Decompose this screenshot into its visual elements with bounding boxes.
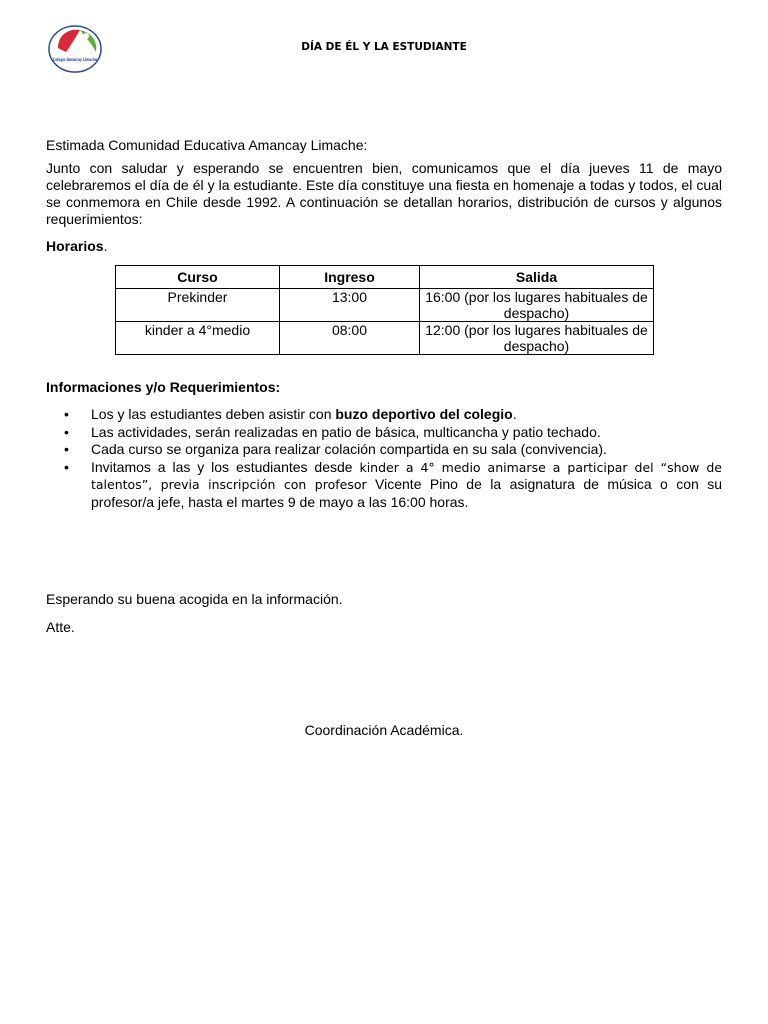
bullet-icon: • bbox=[64, 423, 69, 440]
requirement-text: Las actividades, serán realizadas en patio de básica, multicancha y patio techado. bbox=[91, 423, 601, 440]
greeting: Estimada Comunidad Educativa Amancay Limache: bbox=[46, 137, 368, 153]
bullet-icon: • bbox=[64, 458, 69, 475]
requirement-text: Los y las estudiantes deben asistir con bbox=[91, 406, 336, 422]
requirements-heading: Informaciones y/o Requerimientos: bbox=[46, 379, 281, 395]
requirement-text-end: . bbox=[512, 406, 517, 422]
column-header-curso: Curso bbox=[116, 266, 280, 289]
sign-off: Atte. bbox=[46, 619, 75, 635]
requirement-text: Cada curso se organiza para realizar colación compartida en su sala (convivencia). bbox=[91, 441, 607, 457]
schedule-heading-label: Horarios bbox=[46, 238, 104, 254]
requirement-text-end: Vicente Pino de la asignatura de música o con su profesor/a jefe, hasta el martes 9 de mayo a las 16:00 horas. bbox=[91, 476, 722, 510]
column-header-ingreso: Ingreso bbox=[280, 266, 420, 289]
cell-curso: Prekinder bbox=[116, 289, 280, 322]
bullet-icon: • bbox=[64, 406, 69, 422]
requirement-text-alt: kinder a 4° medio animarse a participar del “show de talentos”, previa inscripción con profesor bbox=[91, 459, 722, 492]
table-row bbox=[116, 322, 654, 355]
document-title: DÍA DE ÉL Y LA ESTUDIANTE bbox=[301, 41, 467, 53]
column-header-salida: Salida bbox=[420, 266, 654, 289]
list-item bbox=[46, 424, 722, 442]
cell-salida: 16:00 (por los lugares habituales de despacho) bbox=[420, 289, 654, 322]
logo-text: Colegio Amancay Limache bbox=[53, 58, 121, 63]
schedule-heading bbox=[46, 238, 722, 255]
cell-salida: 12:00 (por los lugares habituales de despacho) bbox=[420, 322, 654, 355]
cell-ingreso: 13:00 bbox=[280, 289, 420, 322]
list-item bbox=[46, 406, 722, 424]
schedule-table bbox=[115, 265, 654, 355]
bullet-icon: • bbox=[64, 441, 69, 457]
requirements-list bbox=[46, 406, 722, 511]
table-header-row bbox=[116, 266, 654, 289]
requirement-emphasis: buzo deportivo del colegio bbox=[335, 406, 513, 422]
list-item bbox=[46, 441, 722, 459]
closing-line: Esperando su buena acogida en la información. bbox=[46, 591, 343, 607]
cell-ingreso: 08:00 bbox=[280, 322, 420, 355]
intro-paragraph: Junto con saludar y esperando se encuentren bien, comunicamos que el día jueves 11 de mayo celebraremos el día de él y la estudiante. Este día constituye una fiesta en homenaje a todas y todos, el cual se conmemora en Chile desde 1992. A continuación se detallan horarios, distribución de cursos y algunos requerimientos: bbox=[46, 160, 722, 227]
schedule-heading-dot: . bbox=[103, 238, 108, 254]
requirement-text: Invitamos a las y los estudiantes desde bbox=[91, 458, 360, 475]
signature: Coordinación Académica. bbox=[304, 722, 464, 738]
list-item bbox=[46, 459, 722, 512]
table-row bbox=[116, 289, 654, 322]
cell-curso: kinder a 4°medio bbox=[116, 322, 280, 355]
